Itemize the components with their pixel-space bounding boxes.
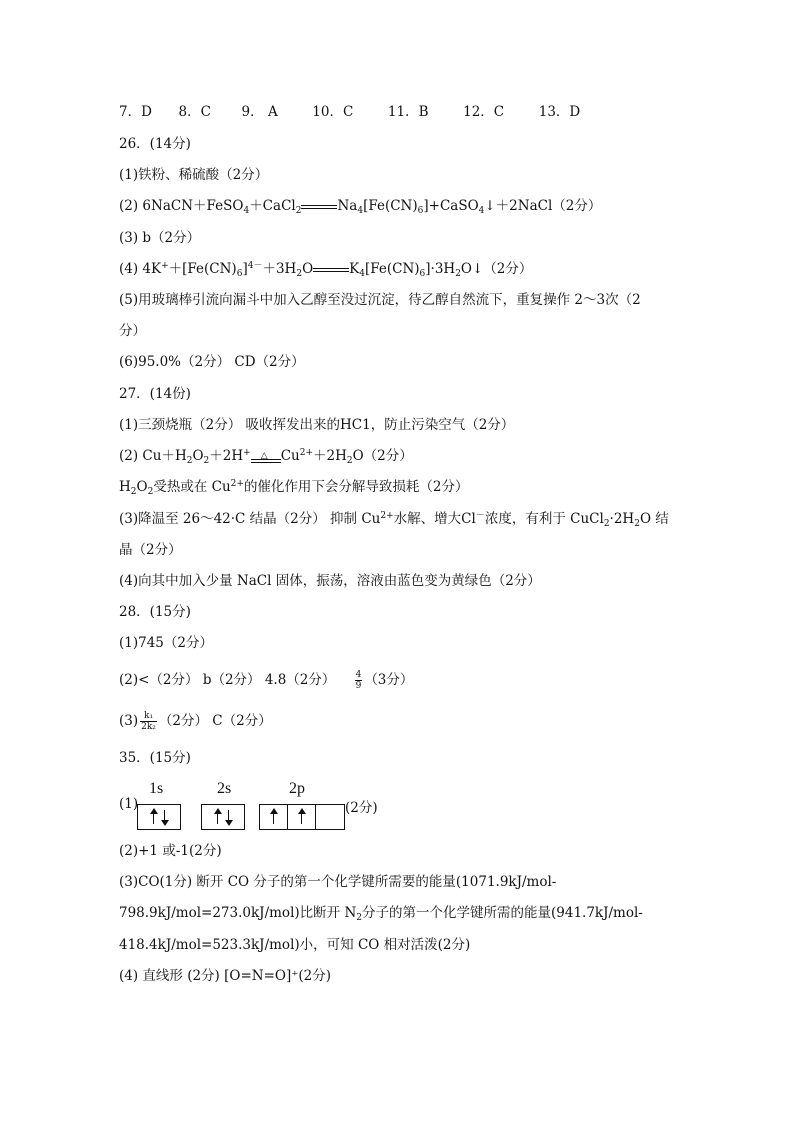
orbital-label-1s: 1s	[149, 780, 164, 797]
q26-part1: (1)铁粉、稀硫酸（2分）	[119, 167, 269, 183]
q35-part1-label: (1)	[119, 796, 139, 812]
spin-up-arrow-icon	[214, 808, 222, 826]
mc-7: 7．D	[119, 104, 152, 120]
q27-part1: (1)三颈烧瓶（2分） 吸收挥发出来的HC1，防止污染空气（2分）	[119, 417, 515, 433]
orbital-box-2s	[201, 804, 245, 830]
equals-arrow-icon	[301, 201, 337, 213]
q26-header: 26．(14分)	[119, 136, 191, 152]
mc-answers-row	[119, 103, 580, 121]
q27-part3-line2: 晶（2分）	[119, 542, 182, 558]
mc-13: 13．D	[538, 104, 581, 120]
mc-8: 8．C	[178, 104, 211, 120]
mc-11: 11．B	[387, 104, 429, 120]
q28-header: 28．(15分)	[119, 604, 191, 620]
q35-part4: (4) 直线形 (2分) [O=N=O]⁺(2分)	[119, 968, 331, 984]
orbital-label-2p: 2p	[289, 780, 305, 797]
mc-10: 10．C	[312, 104, 354, 120]
orbital-label-2s: 2s	[217, 780, 232, 797]
orbital-diagram	[119, 780, 419, 830]
q26-part5-line1: (5)用玻璃棒引流向漏斗中加入乙醇至没过沉淀，待乙醇自然流下，重复操作 2～3次（2	[119, 292, 641, 308]
q26-part4: (4) $4K^++[Fe(CN)_6]^{4-}+3H_2O$ $K_4[Fe(CN)_6]\cdot 3H_2O↓(2$分）	[119, 261, 533, 279]
q26-part6: (6)95.0%（2分） CD（2分）	[119, 354, 305, 370]
q28-part1: (1)745（2分）	[119, 635, 213, 651]
equals-arrow-icon	[313, 264, 349, 276]
q35-part3-line1: (3)CO(1分) 断开 CO 分子的第一个化学键所需要的能量(1071.9kJ/mol-	[119, 874, 557, 890]
spin-up-arrow-icon	[150, 808, 158, 826]
q26-part5-line2: 分）	[119, 323, 146, 339]
q27-part2-note: $H_2O_2$受热或在 $Cu^{2+}$的催化作用下会分解导致损耗（2分）	[119, 479, 469, 497]
mc-9: 9． A	[241, 104, 278, 120]
q35-header: 35．(15分)	[119, 750, 191, 766]
orbital-box-1s	[137, 804, 181, 830]
q26-part3: (3) b（2分）	[119, 230, 201, 246]
q27-header: 27．(14份)	[119, 386, 191, 402]
q27-part4: (4)向其中加入少量 NaCl 固体，振荡，溶液由蓝色变为黄绿色（2分）	[119, 573, 541, 589]
q35-part3-line2: 798.9kJ/mol=273.0kJ/mol)比断开 $N_2$分子的第一个化学键所需的能量(941.7kJ/mol-	[119, 905, 643, 923]
mc-12: 12．C	[463, 104, 505, 120]
spin-down-arrow-icon	[225, 808, 233, 826]
fraction-k1-2k2: $\frac{\text{k₁}}{\text{2k₂}}$	[141, 711, 156, 732]
q28-part3: (3) $\frac{\text{k₁}}{\text{2k₂}}$ （2分） C（2分）	[119, 711, 272, 732]
spin-up-arrow-icon	[298, 808, 306, 826]
q35-part2: (2)+1 或-1(2分)	[119, 843, 222, 859]
orbital-box-2p	[259, 804, 345, 830]
q27-part2: (2) $Cu+H_2O_2+2H^+$ △ $Cu^{2+}+2H_2O(2$分）	[119, 448, 413, 466]
spin-down-arrow-icon	[161, 808, 169, 826]
q26-part2: (2) 6NaCN＋FeSO$_4$＋CaCl$_2$ $Na_4[Fe(CN)_6]+CaSO_4↓+2NaCl(2$分）	[119, 198, 602, 216]
q28-part2: (2)<（2分） b（2分） 4.8（2分） $\frac{4}{9}$ （3分）	[119, 670, 414, 691]
q27-part3-line1: (3)降温至 26～42·C 结晶（2分） 抑制 $Cu^{2+}$水解、增大Cl－浓度，有利于 $CuCl_2\cdot 2H_2O$ 结	[119, 511, 669, 529]
q35-part1-score: (2分)	[345, 800, 378, 816]
fraction-4-9: $\frac{4}{9}$	[355, 670, 362, 691]
q35-part3-line3: 418.4kJ/mol=523.3kJ/mol)小，可知 CO 相对活泼(2分)	[119, 937, 471, 953]
spin-up-arrow-icon	[270, 808, 278, 826]
heat-arrow-icon: △	[251, 449, 281, 465]
